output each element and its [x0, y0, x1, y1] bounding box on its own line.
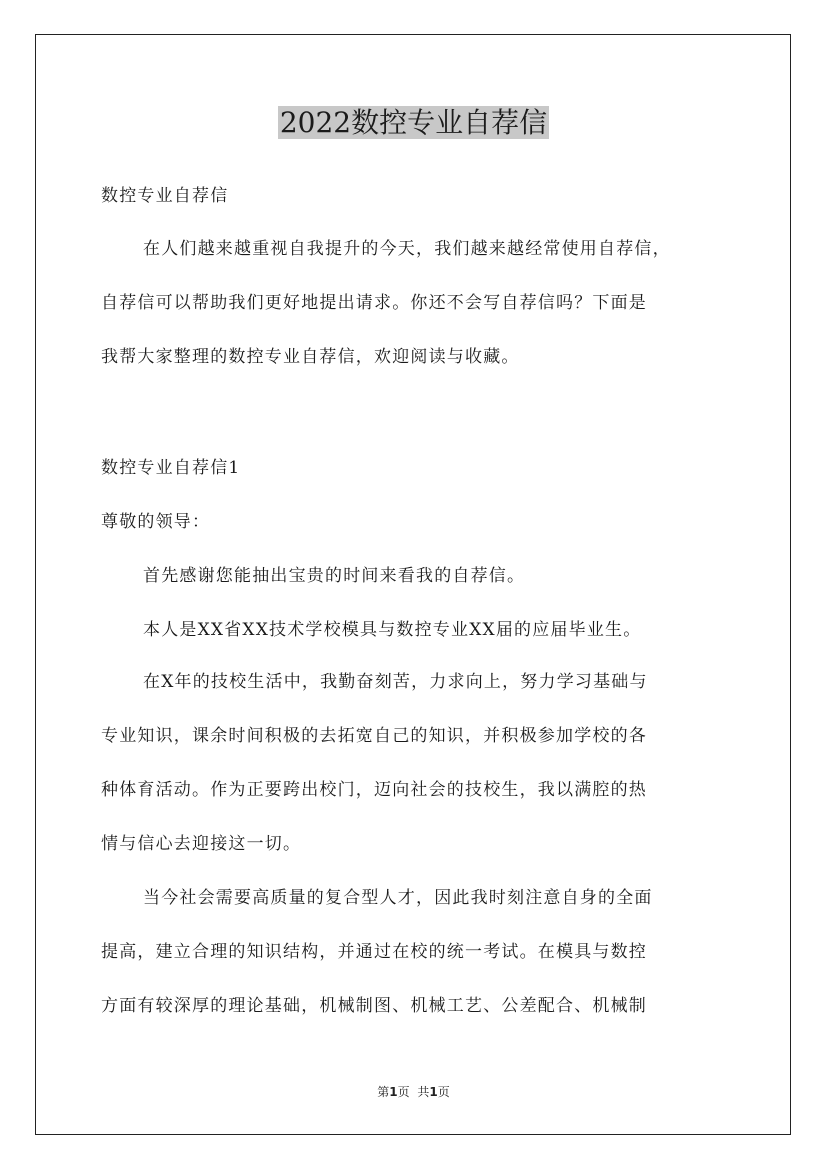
intro-line: 在人们越来越重视自我提升的今天，我们越来越经常使用自荐信，	[143, 239, 671, 259]
paragraph-line: 本人是XX省XX技术学校模具与数控专业XX届的应届毕业生。	[143, 620, 642, 640]
footer-total-suffix: 页	[437, 1085, 450, 1099]
paragraph-intro-self	[101, 615, 741, 640]
paragraph-line: 情与信心去迎接这一切。	[101, 834, 302, 854]
footer-page-prefix: 第	[377, 1085, 390, 1099]
intro-paragraph	[101, 236, 741, 398]
intro-line: 自荐信可以帮助我们更好地提出请求。你还不会写自荐信吗？下面是	[101, 293, 647, 313]
page-footer	[0, 1083, 827, 1100]
footer-total-prefix: 共	[417, 1085, 430, 1099]
footer-total-number: 1	[429, 1085, 438, 1099]
paragraph-line: 专业知识，课余时间积极的去拓宽自己的知识，并积极参加学校的各	[101, 726, 647, 746]
paragraph-line: 种体育活动。作为正要跨出校门，迈向社会的技校生，我以满腔的热	[101, 780, 647, 800]
document-title	[0, 103, 827, 143]
footer-page-number: 1	[389, 1085, 398, 1099]
paragraph-line: 提高，建立合理的知识结构，并通过在校的统一考试。在模具与数控	[101, 942, 647, 962]
footer-page-suffix: 页	[397, 1085, 410, 1099]
paragraph-school-life	[101, 669, 741, 885]
heading-text: 数控专业自荐信	[101, 186, 229, 206]
document-title-text: 2022数控专业自荐信	[279, 106, 548, 139]
paragraph-line: 首先感谢您能抽出宝贵的时间来看我的自荐信。	[143, 566, 526, 586]
paragraph-line: 在X年的技校生活中，我勤奋刻苦，力求向上，努力学习基础与	[143, 672, 648, 692]
heading-section-title	[101, 181, 741, 206]
letter-heading-text: 数控专业自荐信1	[101, 458, 241, 478]
intro-line: 我帮大家整理的数控专业自荐信，欢迎阅读与收藏。	[101, 347, 520, 367]
paragraph-line: 当今社会需要高质量的复合型人才，因此我时刻注意自身的全面	[143, 888, 653, 908]
paragraph-thanks	[101, 561, 741, 586]
salutation	[101, 507, 741, 532]
paragraph-skills	[101, 885, 741, 1047]
salutation-text: 尊敬的领导：	[101, 512, 211, 532]
paragraph-line: 方面有较深厚的理论基础，机械制图、机械工艺、公差配合、机械制	[101, 996, 647, 1016]
letter-heading	[101, 453, 741, 478]
